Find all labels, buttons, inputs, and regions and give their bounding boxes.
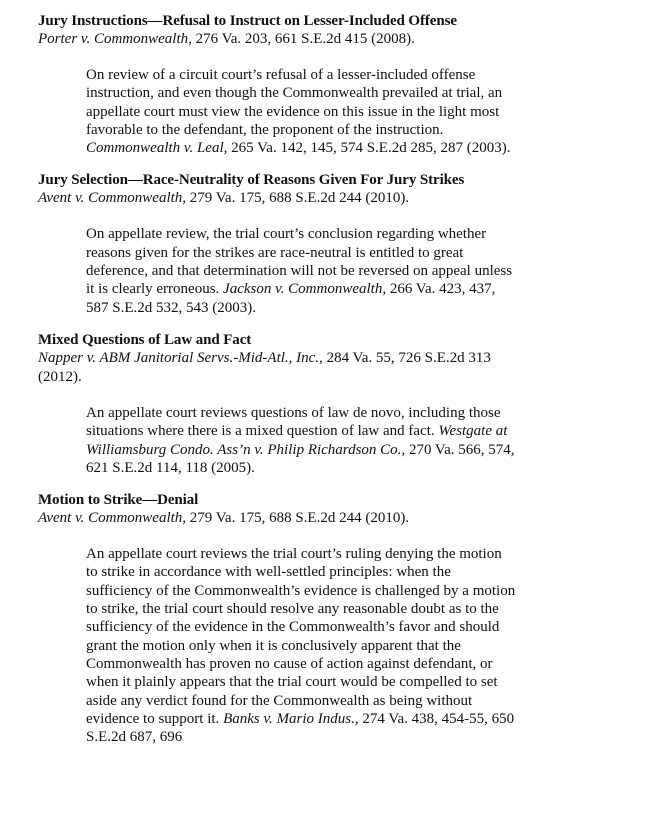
supporting-case-cite: 266 Va. 423, 437, 587 S.E.2d 532, 543 (2003). xyxy=(86,281,496,316)
holding-body: On appellate review, the trial court’s conclusion regarding whether reasons given for the strikes are race-neutral is entitled to great deference, and that determination will not be reversed on appeal unless it is clearly erroneous. xyxy=(86,226,513,298)
holding-body: An appellate court reviews questions of law de novo, including those situations where there is a mixed question of law and fact. xyxy=(86,404,501,440)
document-page xyxy=(38,12,638,760)
holding-body: An appellate court reviews the trial court’s ruling denying the motion to strike in accordance with well-settled principles: when the sufficiency of the Commonwealth’s evidence is challenged by a motion to strike, the trial court should resolve any reasonable doubt as to the sufficiency of the evidence in the Commonwealth’s favor and should grant the motion only when it is conclusively apparent that the Commonwealth has proven no cause of action against defendant, or when it plainly appears that the trial court would be compelled to set aside any verdict found for the Commonwealth as being without evidence to support it. xyxy=(86,546,516,727)
case-citation xyxy=(38,509,538,528)
holding-text xyxy=(86,404,516,477)
supporting-case-name: Banks v. Mario Indus., xyxy=(223,710,359,727)
case-name: Napper v. ABM Janitorial Servs.-Mid-Atl., Inc., xyxy=(38,349,323,366)
supporting-case-name: Commonwealth v. Leal, xyxy=(86,140,228,157)
section-heading: Mixed Questions of Law and Fact xyxy=(38,331,252,348)
case-name: Avent v. Commonwealth, xyxy=(38,190,187,207)
case-name: Avent v. Commonwealth, xyxy=(38,510,187,527)
section-heading: Jury Instructions—Refusal to Instruct on Lesser-Included Offense xyxy=(38,13,457,29)
case-name: Porter v. Commonwealth, xyxy=(38,31,192,47)
holding-body: On review of a circuit court’s refusal of a lesser-included offense instruction, and even though the Commonwealth prevailed at trial, an appellate court must view the evidence on this issue in the light most favorable to the defendant, the proponent of the instruction. xyxy=(86,67,503,138)
supporting-case-name: Jackson v. Commonwealth, xyxy=(223,281,387,298)
case-citation xyxy=(38,30,538,49)
entry-mixed-questions xyxy=(38,331,638,477)
reporter-citation: 279 Va. 175, 688 S.E.2d 244 (2010). xyxy=(186,510,410,527)
holding-text xyxy=(86,66,516,157)
supporting-case-cite: 274 Va. 438, 454-55, 650 S.E.2d 687, 696 xyxy=(86,710,515,746)
supporting-case-cite: 270 Va. 566, 574, 621 S.E.2d 114, 118 (2005). xyxy=(86,441,515,476)
section-heading: Motion to Strike—Denial xyxy=(38,492,199,509)
holding-text xyxy=(86,545,516,746)
holding-text xyxy=(86,225,516,316)
entry-jury-instructions xyxy=(38,12,638,157)
reporter-citation: 284 Va. 55, 726 S.E.2d 313 (2012). xyxy=(38,349,491,385)
entry-jury-selection xyxy=(38,171,638,316)
case-citation xyxy=(38,189,538,208)
entry-motion-to-strike xyxy=(38,491,638,746)
reporter-citation: 276 Va. 203, 661 S.E.2d 415 (2008). xyxy=(191,31,415,47)
section-heading: Jury Selection—Race-Neutrality of Reasons Given For Jury Strikes xyxy=(38,172,465,189)
supporting-case-name: Westgate at Williamsburg Condo. Ass’n v. Philip Richardson Co., xyxy=(86,423,508,458)
case-citation xyxy=(38,349,538,387)
reporter-citation: 279 Va. 175, 688 S.E.2d 244 (2010). xyxy=(186,190,410,207)
supporting-case-cite: 265 Va. 142, 145, 574 S.E.2d 285, 287 (2003). xyxy=(227,140,511,157)
